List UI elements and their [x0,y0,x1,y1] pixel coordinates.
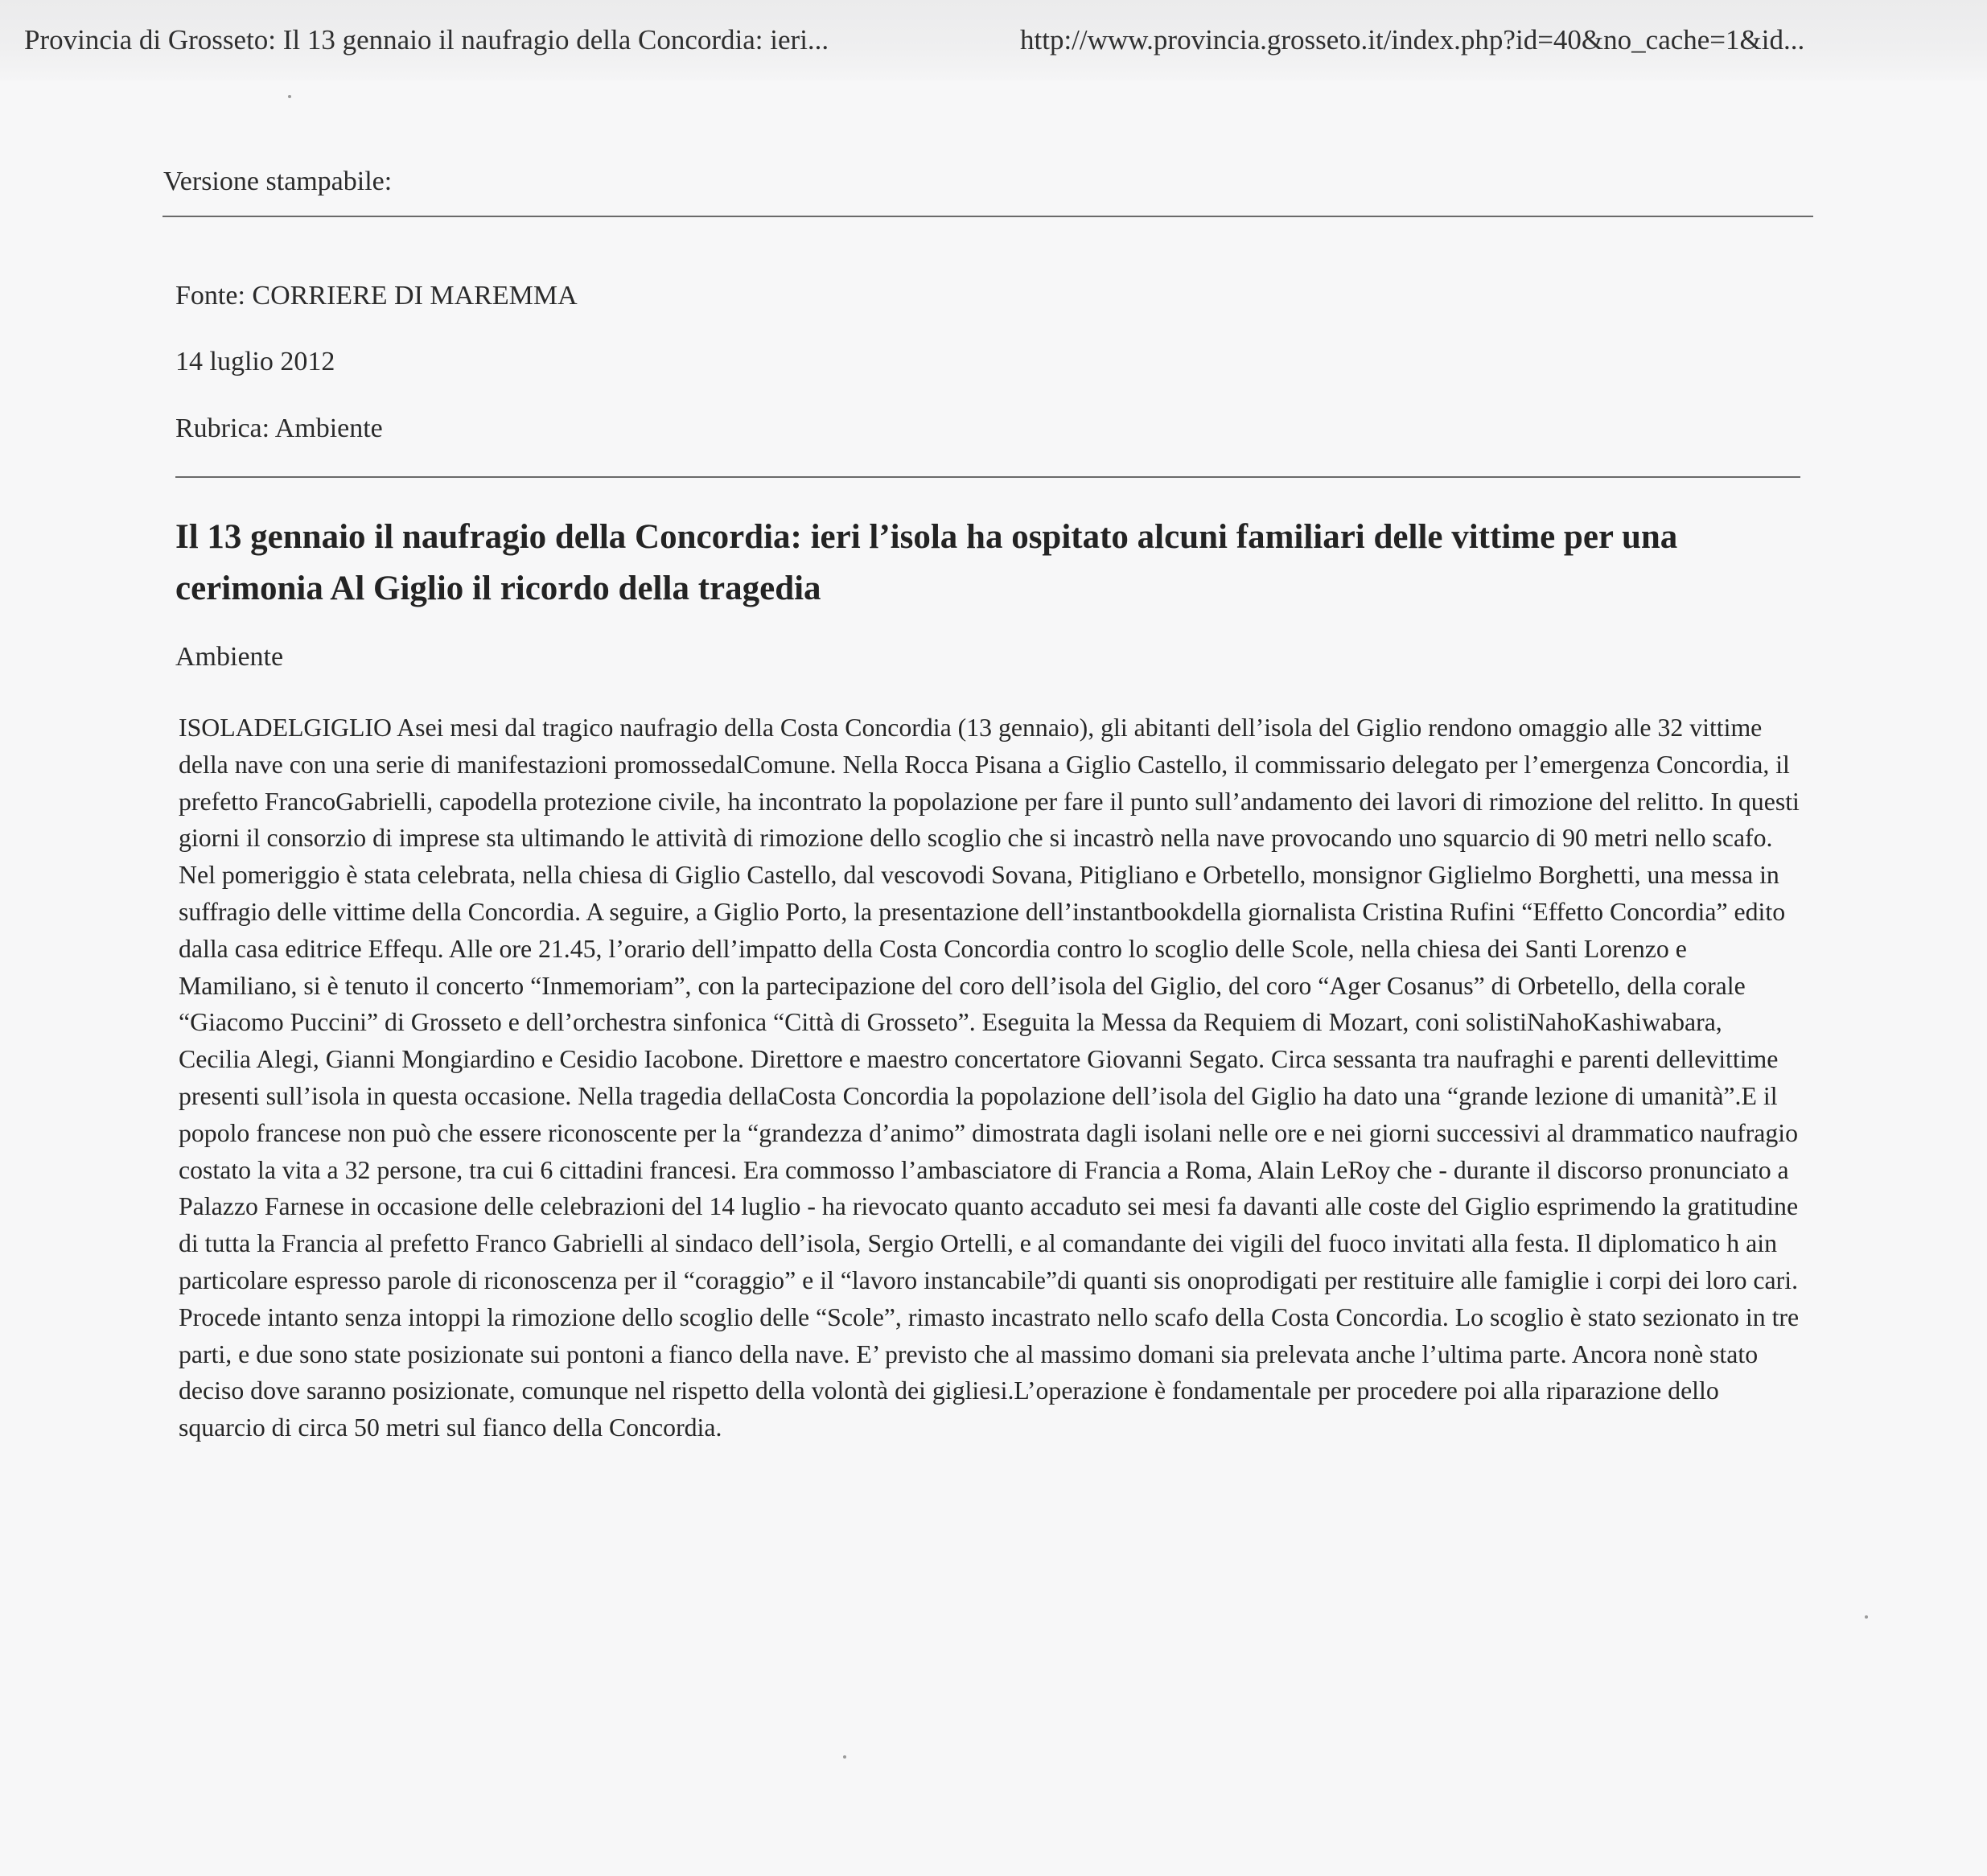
print-header [0,0,1987,80]
printable-version-label: Versione stampabile: [163,167,393,196]
divider [175,476,1800,478]
scan-speck [288,95,291,98]
article-body: ISOLADELGIGLIO Asei mesi dal tragico naufragio della Costa Concordia (13 gennaio), gli abitanti dell’isola del Giglio rendono omaggio alle 32 vittime della nave con una serie di manifestazioni promossedalComune. Nella Rocca Pisana a Giglio Castello, il commissario delegato per l’emergenza Concordia, il prefetto FrancoGabrielli, capodella protezione civile, ha incontrato la popolazione per fare il punto sull’andamento dei lavori di rimozione del relitto. In questi giorni il consorzio di imprese sta ultimando le attività di rimozione dello scoglio che si incastrò nella nave provocando uno squarcio di 90 metri nello scafo. Nel pomeriggio è stata celebrata, nella chiesa di Giglio Castello, dal vescovodi Sovana, Pitigliano e Orbetello, monsignor Giglielmo Borghetti, una messa in suffragio delle vittime della Concordia. A seguire, a Giglio Porto, la presentazione dell’instantbookdella giornalista Cristina Rufini “Effetto Concordia” edito dalla casa editrice Effequ. Alle ore 21.45, l’orario dell’impatto della Costa Concordia contro lo scoglio delle Scole, nella chiesa dei Santi Lorenzo e Mamiliano, si è tenuto il concerto “Inmemoriam”, con la partecipazione del coro dell’isola del Giglio, del coro “Ager Cosanus” di Orbetello, della corale “Giacomo Puccini” di Grosseto e dell’orchestra sinfonica “Città di Grosseto”. Eseguita la Messa da Requiem di Mozart, coni solistiNahoKashiwabara, Cecilia Alegi, Gianni Mongiardino e Cesidio Iacobone. Direttore e maestro concertatore Giovanni Segato. Circa sessanta tra naufraghi e parenti dellevittime presenti sull’isola in questa occasione. Nella tragedia dellaCosta Concordia la popolazione dell’isola del Giglio ha dato una “grande lezione di umanità”.E il popolo francese non può che essere riconoscente per la “grandezza d’animo” dimostrata dagli isolani nelle ore e nei giorni successivi al drammatico naufragio costato la vita a 32 persone, tra cui 6 cittadini francesi. Era commosso l’ambasciatore di Francia a Roma, Alain LeRoy che - durante il discorso pronunciato a Palazzo Farnese in occasione delle celebrazioni del 14 luglio - ha rievocato quanto accaduto sei mesi fa davanti alle coste del Giglio esprimendo la gratitudine di tutta la Francia al prefetto Franco Gabrielli al sindaco dell’isola, Sergio Ortelli, e al comandante dei vigili del fuoco invitati alla festa. Il diplomatico h ain particolare espresso parole di riconoscenza per il “coraggio” e il “lavoro instancabile”di quanti sis onoprodigati per restituire alle famiglie i corpi dei loro cari. Procede intanto senza intoppi la rimozione dello scoglio delle “Scole”, rimasto incastrato nello scafo della Costa Concordia. Lo scoglio è stato sezionato in tre parti, e due sono state posizionate sui pontoni a fianco della nave. E’ previsto che al massimo domani sia prelevata anche l’ultima parte. Ancora nonè stato deciso dove saranno posizionate, comunque nel rispetto della volontà dei gigliesi.L’operazione è fondamentale per procedere poi alla riparazione dello squarcio di circa 50 metri sul fianco della Concordia. [179,714,1800,1442]
scan-speck [843,1755,846,1759]
article-headline: Il 13 gennaio il naufragio della Concordia: ieri l’isola ha ospitato alcuni familiari delle vittime per una cerimonia Al Giglio il ricordo della tragedia [175,518,1678,607]
date-line: 14 luglio 2012 [175,347,335,376]
page-url[interactable]: http://www.provincia.grosseto.it/index.php?id=40&no_cache=1&id... [1020,24,1805,56]
scan-speck [1865,1615,1868,1619]
section-line: Rubrica: Ambiente [175,413,383,443]
article-category: Ambiente [175,642,284,672]
page-title: Provincia di Grosseto: Il 13 gennaio il naufragio della Concordia: ieri... [24,24,829,56]
divider [162,216,1813,217]
source-line: Fonte: CORRIERE DI MAREMMA [175,281,578,311]
